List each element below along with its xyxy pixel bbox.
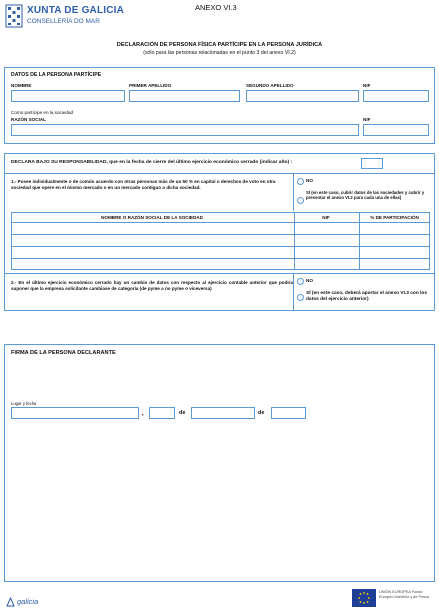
annex-label: ANEXO VI.3 <box>195 3 237 12</box>
galicia-wordmark: galicia <box>17 597 39 606</box>
sociedades-table <box>11 212 430 270</box>
q1-no-label: NO <box>306 178 313 183</box>
nif2-field[interactable] <box>363 124 429 136</box>
table-row[interactable] <box>12 259 429 269</box>
document-subtitle: (sólo para las personas relacionadas en el punto 3 del anexo VI.2) <box>143 50 296 56</box>
de-label-2: de <box>258 410 265 416</box>
mes-field[interactable] <box>191 407 255 419</box>
nombre-field[interactable] <box>11 90 125 102</box>
table-header-nif: NIF <box>322 215 330 220</box>
como-participe-label: Como partícipe en la sociedad <box>11 110 74 115</box>
primer-apellido-label: PRIMER APELLIDO <box>129 83 172 88</box>
nif2-label: NIF <box>363 117 371 122</box>
table-row[interactable] <box>12 235 429 246</box>
segundo-apellido-field[interactable] <box>246 90 359 102</box>
eu-text: UNIÓN EUROPEA Fondo Europeo Marítimo y de Pesca <box>379 590 430 599</box>
razon-social-field[interactable] <box>11 124 359 136</box>
year-field[interactable] <box>361 158 383 169</box>
anio-field[interactable] <box>271 407 306 419</box>
q2-divider-top <box>5 273 434 274</box>
nombre-label: NOMBRE <box>11 83 32 88</box>
declara-divider <box>5 173 434 174</box>
primer-apellido-field[interactable] <box>129 90 240 102</box>
q2-divider <box>293 273 294 310</box>
question-2: 2.- En el último ejercicio económico cerrado hay un cambio de datos con respecto al ejercicio contable anterior que podría suponer que la empresa solicitante cambiase de categoría (de pyme a no pyme o viceversa) <box>11 280 293 291</box>
q1-divider <box>293 173 294 211</box>
q2-si-label: SÍ (en este caso, deberá aportar el anexo VI.3 con los datos del ejercicio anterior) <box>306 291 428 302</box>
eu-logo <box>352 589 432 609</box>
logo-department: CONSELLERÍA DO MAR <box>27 18 100 25</box>
firma-title: FIRMA DE LA PERSONA DECLARANTE <box>11 350 116 356</box>
xunta-logo <box>5 4 125 28</box>
nif-label: NIF <box>363 83 371 88</box>
datos-section <box>4 67 435 144</box>
table-row[interactable] <box>12 247 429 258</box>
declara-intro: DECLARA BAJO SU RESPONSABILIDAD, que en la fecha de cierre del último ejercicio económico cerrado (indicar año) : <box>11 160 293 165</box>
nif-field[interactable] <box>363 90 429 102</box>
q2-no-radio[interactable] <box>297 278 304 285</box>
dia-field[interactable] <box>149 407 175 419</box>
logo-brand: XUNTA DE GALICIA <box>27 5 125 16</box>
declara-section <box>4 153 435 311</box>
de-label-1: de <box>179 410 186 416</box>
lugar-field[interactable] <box>11 407 139 419</box>
table-header-nombre: NOMBRE O RAZÓN SOCIAL DE LA SOCIEDAD <box>101 215 203 220</box>
lugar-fecha-label: Lugar y fecha <box>11 401 37 406</box>
table-header-participacion: % DE PARTICIPACIÓN <box>370 215 419 220</box>
firma-section <box>4 344 435 582</box>
q2-no-label: NO <box>306 278 313 283</box>
eu-flag-icon <box>352 589 376 607</box>
razon-social-label: RAZÓN SOCIAL <box>11 117 46 122</box>
q1-no-radio[interactable] <box>297 178 304 185</box>
segundo-apellido-label: SEGUNDO APELLIDO <box>246 83 294 88</box>
datos-section-title: DATOS DE LA PERSONA PARTÍCIPE <box>11 72 102 78</box>
table-row[interactable] <box>12 223 429 234</box>
q2-si-radio[interactable] <box>297 294 304 301</box>
question-1: 1.- Posee individualmente o de común acuerdo con otras personas más de un 50 % en capital o derechos de voto en otra sociedad que opere en el mismo mercado o en un mercado contiguo a dicha sociedad. <box>11 179 276 190</box>
document-title: DECLARACIÓN DE PERSONA FÍSICA PARTÍCIPE EN LA PERSONA JURÍDICA <box>116 42 323 48</box>
galicia-mark-icon <box>6 597 15 607</box>
galicia-footer-logo <box>6 595 66 609</box>
q1-si-radio[interactable] <box>297 197 304 204</box>
xunta-emblem-icon <box>5 4 23 28</box>
q1-si-label: SÍ (en este caso, cubrir datos de las sociedades y cubrir y presentar el anexo VI.2 para cada una de ellas) <box>306 190 425 201</box>
comma-sep: , <box>142 411 144 417</box>
